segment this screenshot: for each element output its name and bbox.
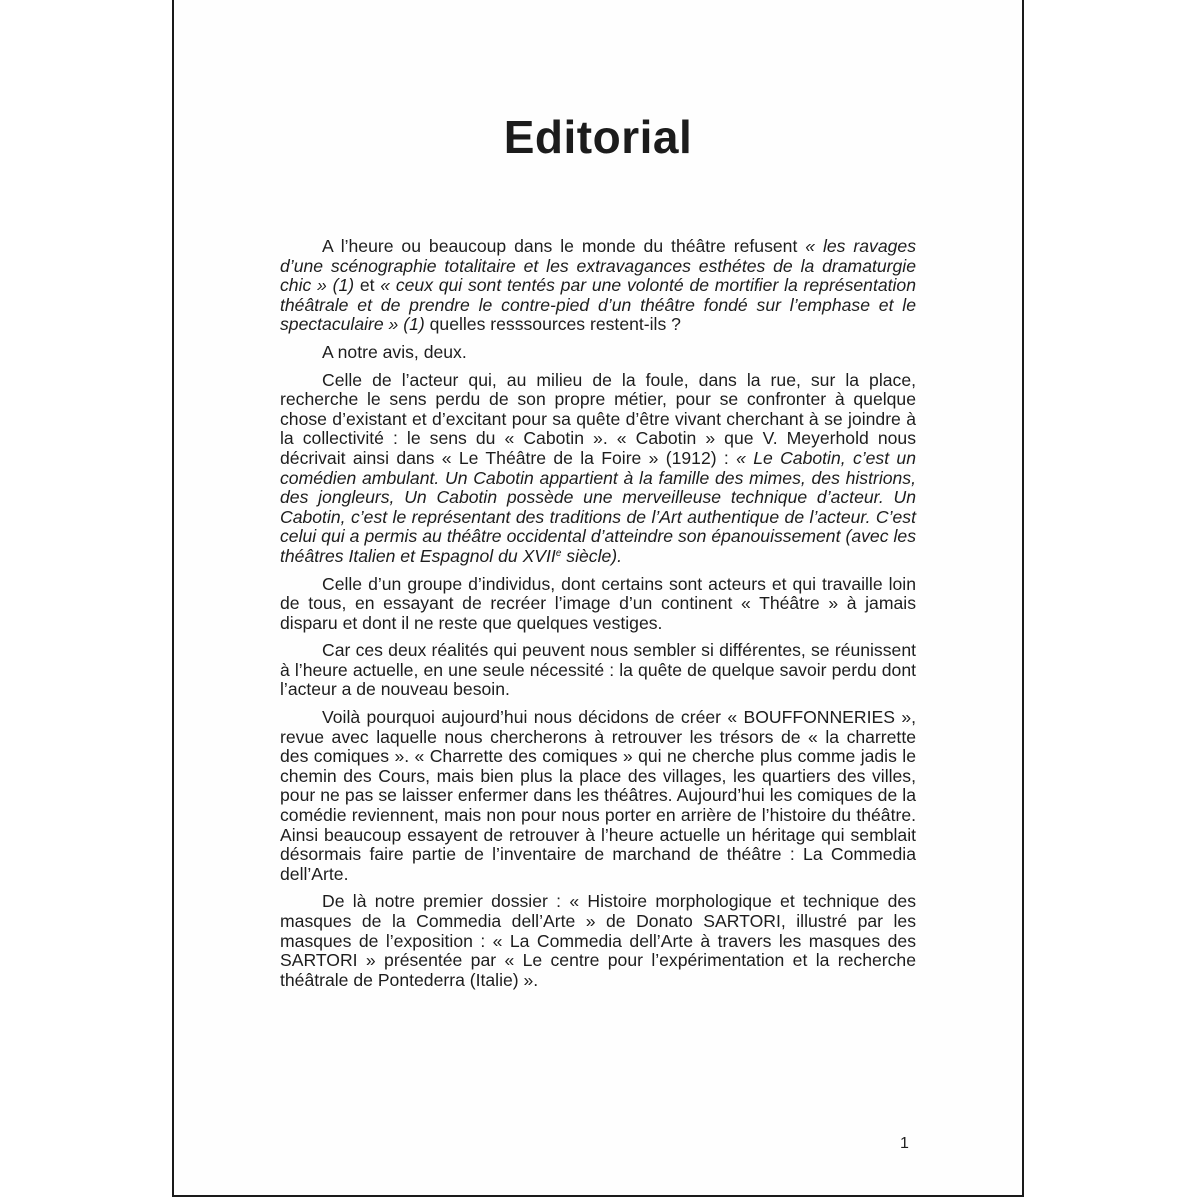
paragraph-1	[280, 237, 916, 335]
paragraph-3	[280, 371, 916, 567]
paragraph-1-text-c: et	[354, 275, 381, 296]
editorial-body	[280, 237, 916, 998]
paragraph-2: A notre avis, deux.	[322, 341, 467, 362]
page-title: Editorial	[503, 111, 693, 163]
paragraph-6: Voilà pourquoi aujourd’hui nous décidons de créer « BOUFFONNERIES », revue avec laquelle nous chercherons à retrouver les trésors de « la charrette des comiques ». « Charrette des comiques » qui ne cherche plus comme jadis le chemin des Cours, mais bien plus la place des villages, les quartiers des villes, pour ne pas se laisser enfermer dans les théâtres. Aujourd’hui les comiques de la comédie reviennent, mais non pour nous porter en arrière de l’histoire du théâtre. Ainsi beaucoup essayent de retrouver à l’heure actuelle un héritage qui semblait désormais faire partie de l’inventaire de marchand de théâtre : La Commedia dell’Arte.	[280, 707, 916, 884]
paragraph-1-text-e: quelles resssources restent-ils ?	[424, 314, 681, 335]
paragraph-3-text-a: Celle de l’acteur qui, au milieu de la foule, dans la rue, sur la place, recherche le sens perdu de son propre métier, pour se confronter à quelque chose d’existant et d’excitant pour sa quête d’être vivant cherchant à se joindre à la collectivité : le sens du « Cabotin ». « Cabotin » que V. Meyerhold nous décrivait ainsi dans « Le Théâtre de la Foire » (1912) :	[280, 369, 916, 468]
page-number: 1	[900, 1135, 909, 1152]
paragraph-4: Celle d’un groupe d’individus, dont certains sont acteurs et qui travaille loin de tous, en essayant de recréer l’image d’un continent « Théâtre » à jamais disparu et dont il ne reste que quelques vestiges.	[280, 573, 916, 633]
quote-mortifier: « ceux qui sont tentés par une volonté de mortifier la représentation théâtrale et de prendre le contre-pied d’un théâtre fondé sur l’emphase et le spectaculaire » (1)	[280, 275, 916, 335]
paragraph-7: De là notre premier dossier : « Histoire morphologique et technique des masques de la Commedia dell’Arte » de Donato SARTORI, illustré par les masques de l’exposition : « La Commedia dell’Arte à travers les masques des SARTORI » présentée par « Le centre pour l’expérimentation et la recherche théâtrale de Pontederra (Italie) ».	[280, 891, 916, 990]
quote-cabotin-text: « Le Cabotin, c’est un comédien ambulant. Un Cabotin appartient à la famille des mimes, des histrions, des jongleurs, Un Cabotin possède une merveilleuse technique d’acteur. Un Cabotin, c’est le représentant des traditions de l’Art authentique de l’acteur. C’est celui qui a permis au théâtre occidental d’atteindre son épanouissement (avec les théâtres Italien et Espagnol du XVII	[280, 447, 916, 566]
quote-cabotin-end: siècle).	[561, 545, 623, 566]
quote-ravages: « les ravages d’une scénographie totalitaire et les extravagances esthétes de la dramaturgie chic » (1)	[280, 236, 916, 296]
paragraph-1-text-a: A l’heure ou beaucoup dans le monde du théâtre refusent	[322, 236, 806, 256]
paragraph-5: Car ces deux réalités qui peuvent nous sembler si différentes, se réunissent à l’heure actuelle, en une seule nécessité : la quête de quelque savoir perdu dont l’acteur a de nouveau besoin.	[280, 640, 916, 700]
century-superscript: e	[555, 547, 562, 559]
